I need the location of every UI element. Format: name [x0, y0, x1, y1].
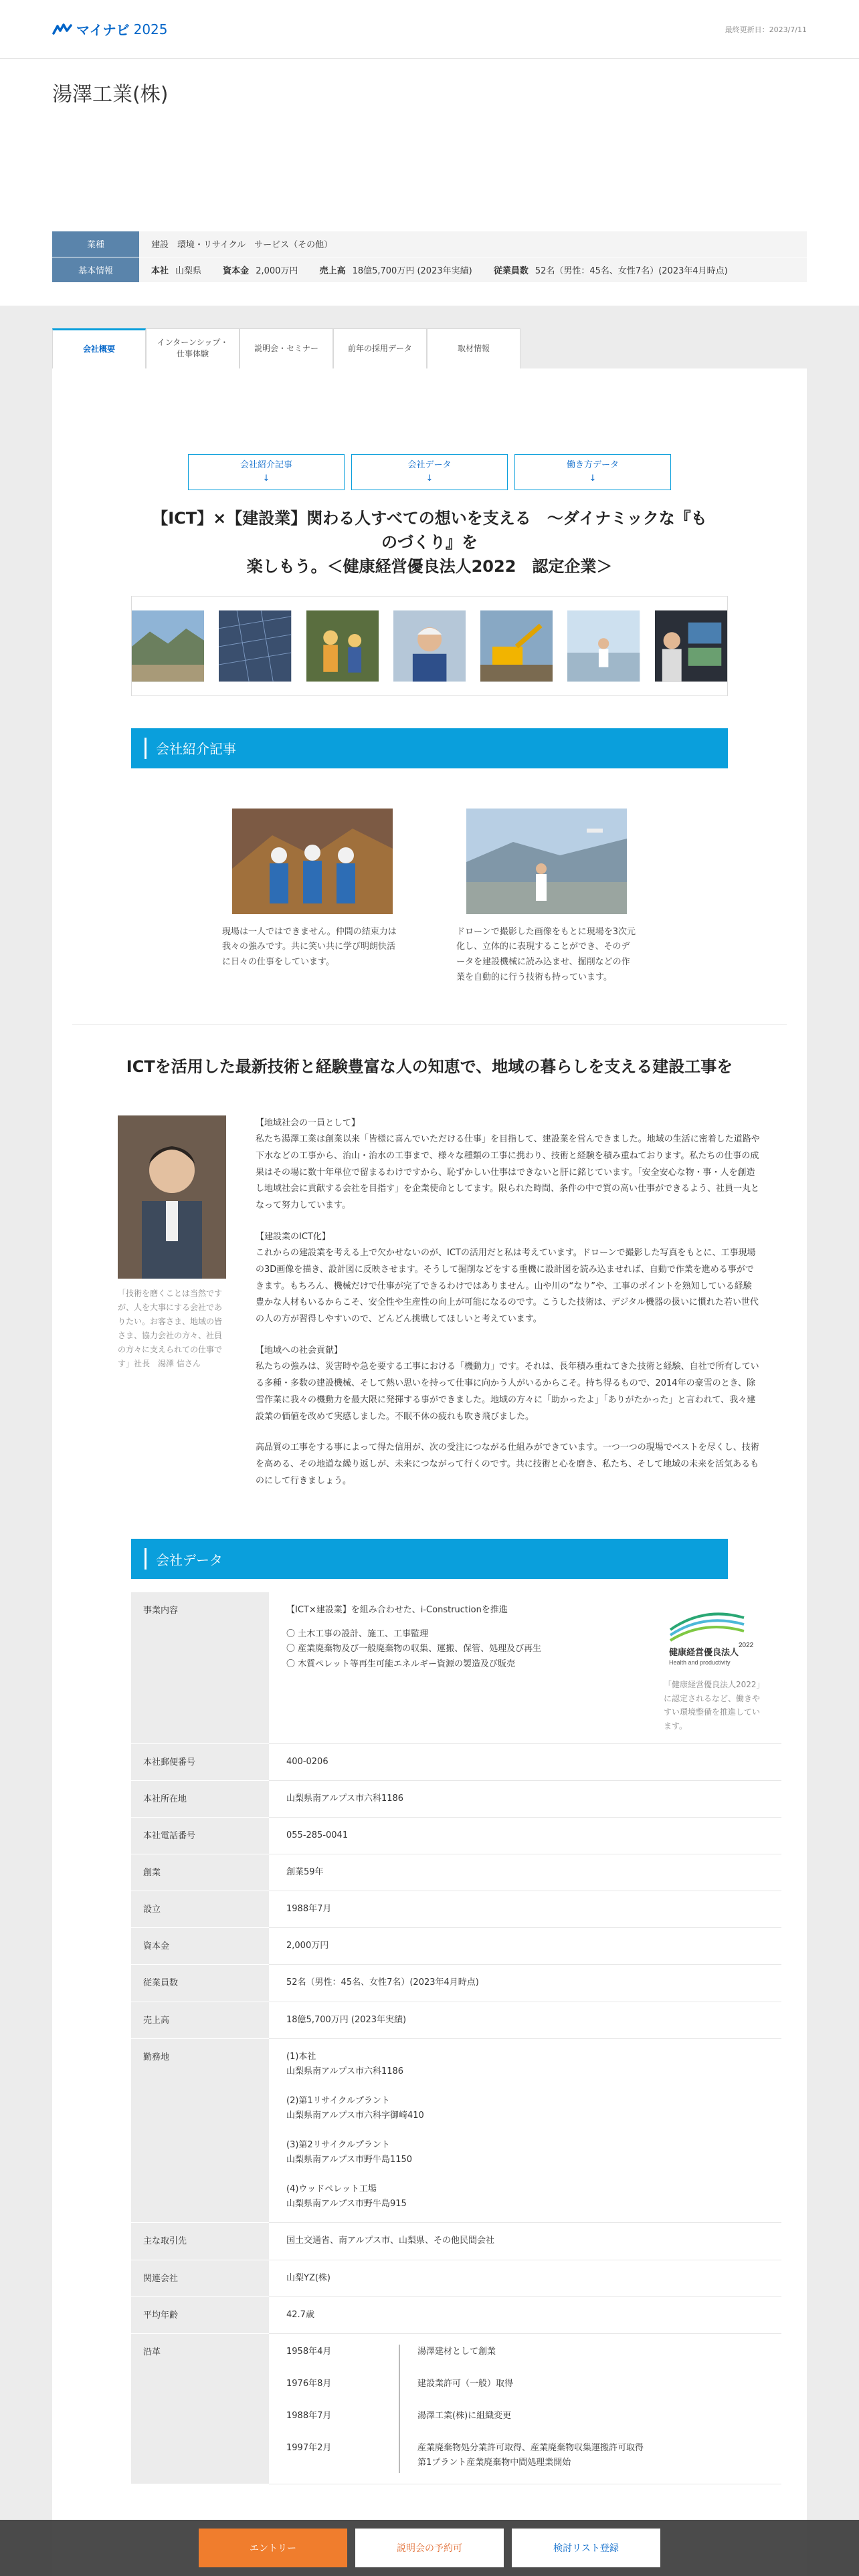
history-divider: [399, 2441, 400, 2473]
row-label: 従業員数: [131, 1965, 269, 2002]
anchor-links: [72, 368, 787, 490]
capital-value: 2,000万円: [256, 265, 298, 276]
tab-interview[interactable]: [427, 328, 520, 368]
row-value: 1988年7月: [269, 1891, 781, 1928]
row-value: 2,000万円: [269, 1928, 781, 1965]
row-label: 本社所在地: [131, 1781, 269, 1818]
story-text: [256, 1115, 760, 1505]
row-label: 本社電話番号: [131, 1818, 269, 1854]
row-value: [269, 1592, 781, 1743]
badge-subtitle: Health and productivity: [669, 1659, 731, 1667]
badge-title: 健康経営優良法人: [669, 1648, 739, 1658]
business-line: 〇 木質ペレット等再生可能エネルギー資源の製造及び販売: [286, 1658, 516, 1669]
seminar-reservation-button[interactable]: 説明会の予約可: [355, 2529, 504, 2567]
lead-title-line: 【ICT】×【建設業】関わる人すべての想いを支える ～ダイナミックな『ものづくり』を: [152, 508, 707, 552]
row-label: 本社郵便番号: [131, 1743, 269, 1780]
location-address: 山梨県南アルプス市六科字御崎410: [286, 2110, 424, 2121]
president-photo: [118, 1115, 226, 1279]
location-address: 山梨県南アルプス市六科1186: [286, 2066, 404, 2076]
tab-label: 取材情報: [457, 343, 490, 353]
history-item: [286, 2377, 764, 2409]
basic-info-label: 基本情報: [52, 257, 139, 282]
tab-label: 説明会・セミナー: [254, 343, 318, 353]
anchor-label: 会社紹介記事: [240, 460, 292, 470]
basic-info-table: [52, 231, 807, 283]
location-address: 山梨県南アルプス市野牛島1150: [286, 2155, 413, 2165]
table-row: [131, 1891, 781, 1928]
row-value: 創業59年: [269, 1854, 781, 1891]
section-title: 会社紹介記事: [156, 741, 236, 757]
row-value: 山梨県南アルプス市六科1186: [269, 1781, 781, 1818]
thumbnail-worker-portrait[interactable]: [393, 607, 466, 685]
anchor-article-button[interactable]: [188, 454, 345, 490]
lead-title: [146, 506, 713, 578]
paragraph-heading: 【地域社会の一員として】: [256, 1117, 361, 1128]
hq-value: 山梨県: [175, 265, 202, 276]
industry-label: 業種: [52, 231, 139, 257]
story-paragraph: [256, 1115, 760, 1214]
location-name: (2)第1リサイクルプラント: [286, 2095, 390, 2106]
row-value: 国土交通省、南アルプス市、山梨県、その他民間会社: [269, 2223, 781, 2260]
history-line: 建設業許可（一般）取得: [417, 2378, 514, 2389]
section-title: 会社データ: [156, 1551, 223, 1568]
history-date: 1976年8月: [286, 2378, 332, 2389]
logo-mark-icon: [52, 23, 72, 36]
sales-value: 18億5,700万円 (2023年実績): [352, 265, 472, 276]
row-value: 山梨YZ(株): [269, 2260, 781, 2296]
main-content: [0, 306, 859, 2576]
table-row: [131, 2333, 781, 2484]
location-address: 山梨県南アルプス市野牛島915: [286, 2199, 407, 2210]
history-item: [286, 2441, 764, 2473]
tab-label: インターンシップ・: [157, 338, 229, 348]
story-paragraph: [256, 1440, 760, 1489]
sticky-action-bar: [0, 2520, 859, 2576]
history-list: [269, 2333, 781, 2484]
article-card: [222, 809, 403, 986]
history-date: 1997年2月: [286, 2442, 332, 2453]
hq-label: 本社: [151, 265, 169, 276]
location-item: [286, 2050, 764, 2079]
location-name: (3)第2リサイクルプラント: [286, 2140, 390, 2151]
business-description: [286, 1603, 541, 1733]
table-row: [131, 2038, 781, 2223]
history-date: 1958年4月: [286, 2346, 332, 2357]
article-photo-drone[interactable]: [466, 809, 627, 914]
row-value: 18億5,700万円 (2023年実績): [269, 2002, 781, 2038]
tab-company-overview[interactable]: [52, 328, 146, 368]
story-body: [118, 1115, 760, 1505]
history-line: 産業廃棄物処分業許可取得、産業廃棄物収集運搬許可取得: [417, 2442, 644, 2453]
history-divider: [399, 2345, 400, 2377]
row-value: 52名（男性：45名、女性7名）(2023年4月時点): [269, 1965, 781, 2002]
table-row: [131, 1818, 781, 1854]
history-item: [286, 2345, 764, 2377]
employees-value: 52名（男性：45名、女性7名）(2023年4月時点): [535, 265, 728, 276]
history-divider: [399, 2409, 400, 2441]
article-caption: 現場は一人ではできません。仲間の結束力は我々の強みです。共に笑い共に学び明朗快活に日々の仕事をしています。: [222, 926, 397, 967]
section-bar: [145, 1548, 147, 1570]
story-paragraph: [256, 1229, 760, 1328]
paragraph-heading: 【地域への社会貢献】: [256, 1345, 343, 1356]
row-label: 沿革: [131, 2333, 269, 2484]
paragraph-text: 高品質の工事をする事によって得た信用が、次の受注につながる仕組みができています。一つ一つの現場でベストを尽くし、技術を高める、その地道な繰り返しが、未来につながって行くのです。共に技術と心を磨き、私たち、そして地域の未来を活気あるものにして行きましょう。: [256, 1442, 759, 1486]
row-label: 主な取引先: [131, 2223, 269, 2260]
history-text: [417, 2409, 511, 2424]
history-text: [417, 2377, 513, 2391]
article-photo-team[interactable]: [232, 809, 393, 914]
badge-year: 2022: [739, 1642, 754, 1650]
paragraph-text: これからの建設業を考える上で欠かせないのが、ICTの活用だと私は考えています。ドローンで撮影した写真をもとに、工事現場の3D画像を描き、設計図に反映させます。そうして掘削などをする重機に設計図を読み込ませれば、自動で作業を進める事ができます。もちろん、機械だけで仕事が完了できるわけではありません。山や川の“なり”や、工事のポイントを熟知している経験豊かな人材もいるからこそ、安全性や生産性の向上が可能になるのです。こうした技術は、デジタル機器の扱いに慣れた若い世代の人の方が習得しやすいので、どんどん挑戦してほしいと考えています。: [256, 1248, 759, 1325]
paragraph-text: 私たち湯澤工業は創業以来「皆様に喜んでいただける仕事」を目指して、建設業を営んできました。地域の生活に密着した道路や下水などの工事から、治山・治水の工事まで、様々な種類の工事に携わり、技術と経験を積み重ねております。私たちの仕事の成果はその場に数十年単位で留まるわけですから、恥ずかしい仕事はできないと肝に銘じています。「安全安心な物・事・人を創造し地域社会に貢献する会社を目指す」を企業使命としてます。限られた時間、条件の中で質の高い仕事ができるよう、社員一丸となって努力しています。: [256, 1134, 760, 1210]
thumbnail-workers-forest[interactable]: [306, 607, 379, 685]
table-row: [131, 1965, 781, 2002]
anchor-label: 働き方データ: [566, 460, 619, 470]
photo-thumbnail-strip: [131, 596, 728, 696]
business-line: 〇 土木工事の設計、施工、工事監理: [286, 1629, 429, 1640]
row-label: 設立: [131, 1891, 269, 1928]
tab-label: 会社概要: [82, 344, 115, 354]
table-row: [131, 2260, 781, 2296]
tab-seminar[interactable]: [240, 328, 333, 368]
history-text: [417, 2345, 496, 2359]
business-line: 〇 産業廃棄物及び一般廃棄物の収集、運搬、保管、処理及び再生: [286, 1644, 542, 1654]
history-line: 湯澤建材として創業: [417, 2346, 496, 2357]
spacer: [286, 1618, 541, 1627]
history-text: [417, 2441, 644, 2470]
row-value: [269, 2038, 781, 2223]
location-item: [286, 2182, 764, 2212]
row-value: 400-0206: [269, 1743, 781, 1780]
table-row: [131, 2296, 781, 2333]
mynavi-logo[interactable]: [52, 19, 168, 39]
thumbnail-landscape[interactable]: [132, 607, 204, 685]
table-row: [131, 1854, 781, 1891]
history-date: 1988年7月: [286, 2410, 332, 2421]
capital-label: 資本金: [223, 265, 250, 276]
location-item: [286, 2138, 764, 2167]
row-label: 事業内容: [131, 1592, 269, 1743]
table-row: [131, 1928, 781, 1965]
logo-year: 2025: [133, 21, 168, 37]
company-overview-panel: [52, 368, 807, 2576]
health-badge: [644, 1603, 764, 1733]
site-header: [0, 0, 859, 59]
location-name: (4)ウッドペレット工場: [286, 2184, 377, 2195]
arrow-down-icon: ↓: [262, 473, 270, 484]
story-title: ICTを活用した最新技術と経験豊富な人の知恵で、地域の暮らしを支える建設工事を: [126, 1057, 733, 1076]
location-item: [286, 2094, 764, 2123]
paragraph-heading: 【建設業のICT化】: [256, 1231, 330, 1242]
history-line: 第1プラント産業廃棄物中間処理業開始: [417, 2457, 571, 2468]
article-card: [456, 809, 637, 986]
section-header-company-data: [131, 1539, 728, 1579]
row-label: 平均年齢: [131, 2296, 269, 2333]
employees-label: 従業員数: [493, 265, 529, 276]
row-label: 資本金: [131, 1928, 269, 1965]
last-updated: 最終更新日：2023/7/11: [725, 25, 807, 34]
basic-info-value: [139, 257, 807, 282]
lead-title-line: 楽しもう。＜健康経営優良法人2022 認定企業＞: [246, 556, 613, 576]
tab-bar: [52, 328, 807, 368]
company-data-table: [131, 1592, 781, 2484]
thumbnail-monitor-room[interactable]: [655, 607, 727, 685]
history-item: [286, 2409, 764, 2441]
article-caption: ドローンで撮影した画像をもとに現場を3次元化し、立体的に表現することができ、そのデータを建設機械に読み込ませ、掘削などの作業を自動的に行う技術も持っています。: [456, 926, 636, 982]
anchor-workstyle-button[interactable]: [514, 454, 671, 490]
row-label: 売上高: [131, 2002, 269, 2038]
thumbnail-excavator[interactable]: [480, 607, 553, 685]
row-value: 42.7歳: [269, 2296, 781, 2333]
article-cards: [72, 809, 787, 986]
section-header-article: [131, 728, 728, 768]
section-bar: [145, 738, 147, 759]
arrow-down-icon: ↓: [425, 473, 434, 484]
thumbnail-drone-operator[interactable]: [567, 607, 640, 685]
president-photo-caption: 「技術を磨くことは当然ですが、人を大事にする会社でありたい。お客さま、地域の皆さま、協力会社の方々、社員の方々に支えられての仕事です」社長 湯澤 信さん: [118, 1288, 223, 1368]
table-row: [131, 2223, 781, 2260]
entry-button[interactable]: エントリー: [199, 2529, 347, 2567]
table-row: [131, 1781, 781, 1818]
logo-text: マイナビ: [76, 22, 130, 38]
row-label: 関連会社: [131, 2260, 269, 2296]
tab-internship[interactable]: [146, 328, 240, 368]
anchor-company-data-button[interactable]: [351, 454, 508, 490]
row-label: 勤務地: [131, 2038, 269, 2223]
table-row: [131, 2002, 781, 2038]
history-divider: [399, 2377, 400, 2409]
add-to-list-button[interactable]: 検討リスト登録: [512, 2529, 660, 2567]
badge-caption: 「健康経営優良法人2022」に認定されるなど、働きやすい環境整備を推進しています。: [664, 1680, 761, 1731]
row-value: 055-285-0041: [269, 1818, 781, 1854]
company-name: 湯澤工業(株): [52, 83, 169, 106]
location-name: (1)本社: [286, 2051, 316, 2062]
tab-label: 仕事体験: [176, 349, 209, 358]
health-management-badge-icon: [644, 1603, 764, 1669]
business-line: 【ICT×建設業】を組み合わせた、i-Constructionを推進: [286, 1605, 508, 1616]
story-paragraph: [256, 1343, 760, 1425]
thumbnail-solar-panels[interactable]: [219, 607, 291, 685]
table-row: [131, 1592, 781, 1743]
paragraph-text: 私たちの強みは、災害時や急を要する工事における「機動力」です。それは、長年積み重ねてきた技術と経験、自社で所有している多種・多数の建設機械、そして熱い思いを持って仕事に向かう人がいるからこそ。持ち得るもので、2014年の豪雪のとき、除雪作業に我々の機動力を最大限に発揮する事ができました。地域の方々に「助かったよ」「ありがたかった」と言われて、我々建設業の価値を改めて実感しました。不眠不休の疲れも吹き飛びました。: [256, 1362, 759, 1422]
table-row: [131, 1743, 781, 1780]
tab-label: 前年の採用データ: [347, 343, 412, 353]
row-label: 創業: [131, 1854, 269, 1891]
anchor-label: 会社データ: [407, 460, 452, 470]
history-line: 湯澤工業(株)に組織変更: [417, 2410, 512, 2421]
tab-recruit-data[interactable]: [333, 328, 427, 368]
industry-value: 建設 環境・リサイクル サービス（その他）: [139, 231, 807, 257]
arrow-down-icon: ↓: [589, 473, 597, 484]
story-photo-column: [118, 1115, 226, 1505]
sales-label: 売上高: [319, 265, 346, 276]
